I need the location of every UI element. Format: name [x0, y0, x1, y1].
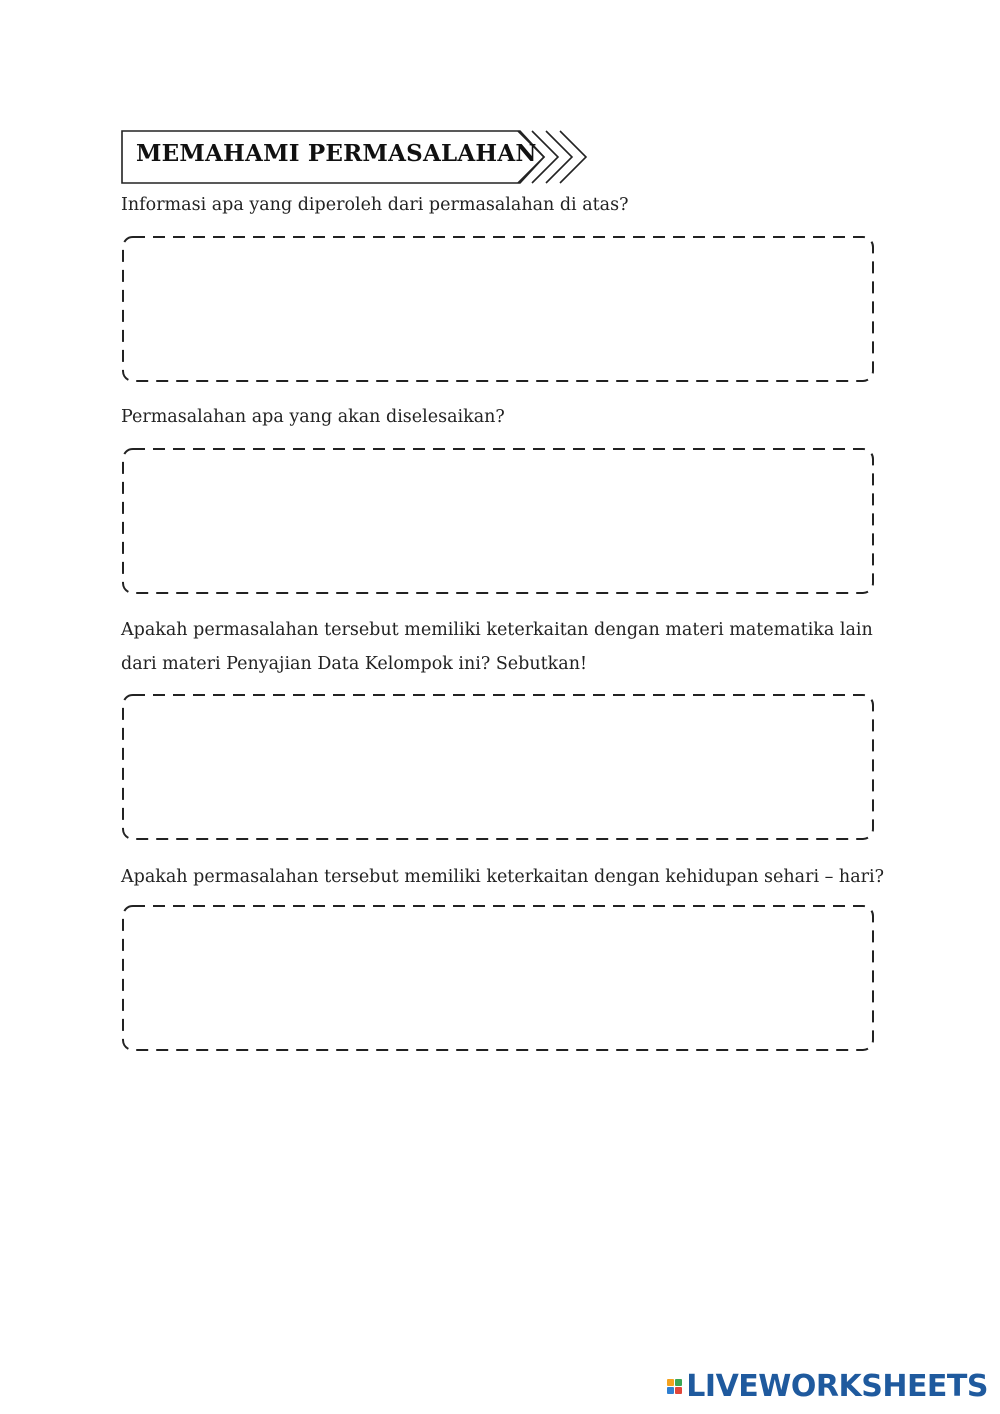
- answer-input-1[interactable]: [129, 243, 867, 375]
- answer-input-4[interactable]: [129, 912, 867, 1044]
- logo-wordmark: LIVEWORKSHEETS: [686, 1369, 988, 1404]
- answer-box-2[interactable]: [121, 447, 875, 595]
- section-title: MEMAHAMI PERMASALAHAN: [136, 140, 537, 167]
- liveworksheets-logo: [667, 1369, 988, 1404]
- section-header-banner: [120, 128, 590, 186]
- liveworksheets-logo-icon: [667, 1379, 682, 1394]
- answer-box-1[interactable]: [121, 235, 875, 383]
- answer-box-4[interactable]: [121, 904, 875, 1052]
- answer-input-2[interactable]: [129, 455, 867, 587]
- answer-input-3[interactable]: [129, 701, 867, 833]
- question-4-text: Apakah permasalahan tersebut memiliki keterkaitan dengan kehidupan sehari – hari?: [121, 867, 884, 887]
- question-3-text: Apakah permasalahan tersebut memiliki keterkaitan dengan materi matematika lain dari materi Penyajian Data Kelompok ini? Sebutkan!: [121, 620, 873, 674]
- question-1-text: Informasi apa yang diperoleh dari permasalahan di atas?: [121, 195, 629, 215]
- answer-box-3[interactable]: [121, 693, 875, 841]
- question-2-text: Permasalahan apa yang akan diselesaikan?: [121, 407, 505, 427]
